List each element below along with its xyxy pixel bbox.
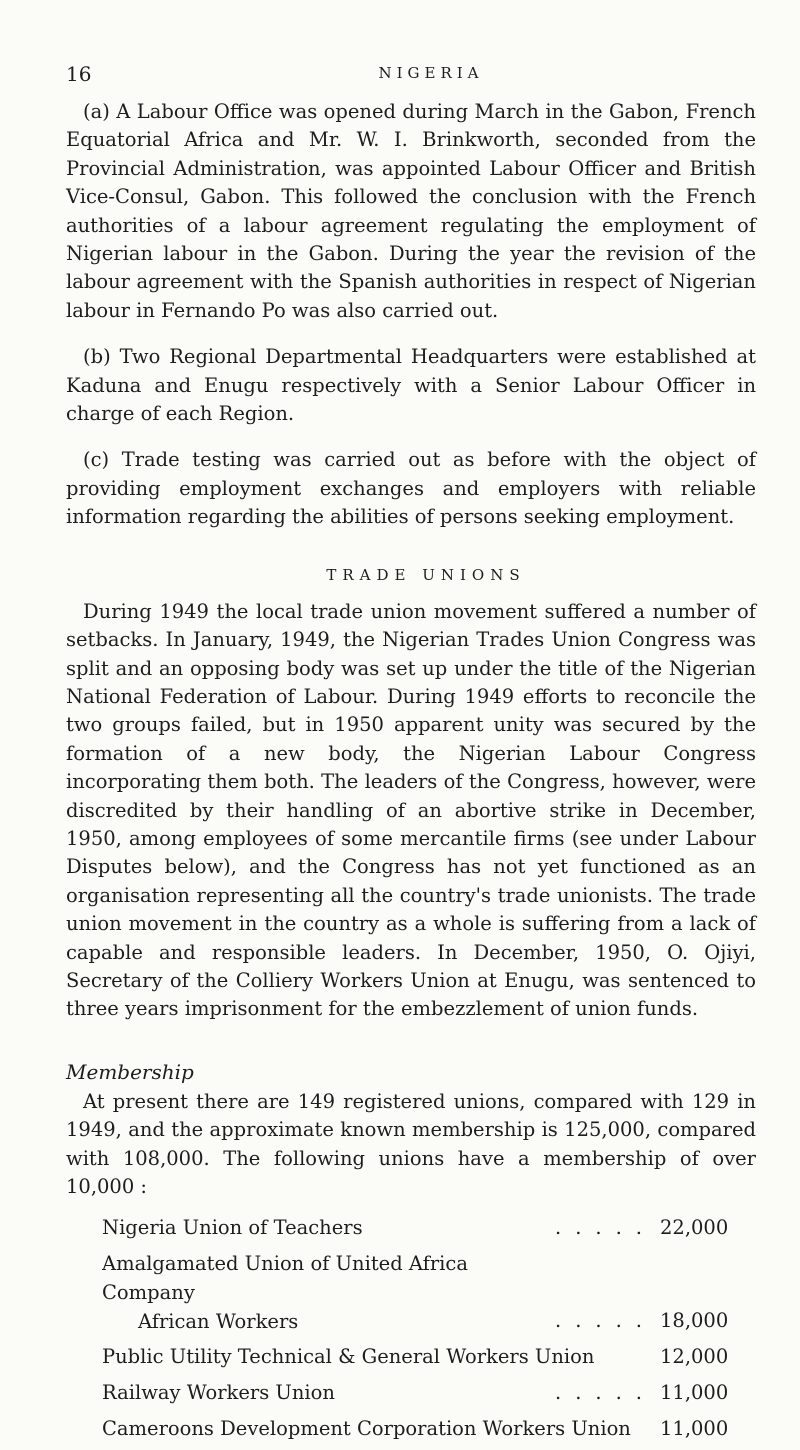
page-body	[66, 98, 756, 1450]
paragraph-c: (c) Trade testing was carried out as before with the object of providing employment exchanges and employers with reliable information regarding the abilities of persons seeking employment.	[66, 448, 756, 529]
union-name-line1: Amalgamated Union of United Africa Company	[102, 1252, 468, 1305]
union-count: 11,000	[660, 1381, 729, 1405]
union-name: Cameroons Development Corporation Workers Union	[102, 1417, 631, 1441]
paragraph-membership: At present there are 149 registered unions, compared with 129 in 1949, and the approximate known membership is 125,000, compared with 108,000. The following unions have a membership of over 10,000 :	[66, 1089, 756, 1198]
sub-heading-membership: Membership	[66, 1059, 194, 1084]
list-item	[102, 1342, 756, 1372]
union-membership-list	[66, 1213, 756, 1444]
list-item	[102, 1213, 756, 1243]
union-name: Nigeria Union of Teachers	[102, 1216, 363, 1240]
union-name-line2: African Workers	[138, 1310, 299, 1334]
leader-dots: .....	[555, 1216, 656, 1240]
section-heading-trade-unions: TRADE UNIONS	[326, 565, 526, 584]
list-item	[102, 1378, 756, 1408]
union-name: Public Utility Technical & General Workers Union	[102, 1345, 595, 1369]
union-count: 22,000	[660, 1216, 729, 1240]
leader-dots: .....	[555, 1309, 656, 1333]
list-item	[102, 1249, 756, 1336]
union-name	[102, 1249, 547, 1336]
list-item	[102, 1414, 756, 1444]
union-count: 18,000	[660, 1309, 729, 1333]
page-number: 16	[66, 62, 92, 86]
paragraph-trade-unions: During 1949 the local trade union movement suffered a number of setbacks. In January, 1949, the Nigerian Trades Union Congress was split and an opposing body was set up under the title of the Nigerian National Federation of Labour. During 1949 efforts to reconcile the two groups failed, but in 1950 apparent unity was secured by the formation of a new body, the Nigerian Labour Congress incorporating them both. The leaders of the Congress, however, were discredited by their handling of an abortive strike in December, 1950, among employees of some mercantile firms (see under Labour Disputes below), and the Congress has not yet functioned as an organisation representing all the country's trade unionists. The trade union movement in the country as a whole is suffering from a lack of capable and responsible leaders. In December, 1950, O. Ojiyi, Secretary of the Colliery Workers Union at Enugu, was sentenced to three years imprisonment for the embezzlement of union funds.	[66, 599, 756, 1021]
union-count: 11,000	[660, 1417, 729, 1441]
paragraph-b: (b) Two Regional Departmental Headquarters were established at Kaduna and Enugu respectively with a Senior Labour Officer in charge of each Region.	[66, 345, 756, 426]
page-header	[66, 62, 756, 92]
running-head: NIGERIA	[378, 64, 484, 82]
leader-dots: .....	[555, 1381, 656, 1405]
paragraph-a: (a) A Labour Office was opened during March in the Gabon, French Equatorial Africa and Mr. W. I. Brinkworth, seconded from the Provincial Administration, was appointed Labour Officer and British Vice-Consul, Gabon. This followed the conclusion with the French authorities of a labour agreement regulating the employment of Nigerian labour in the Gabon. During the year the revision of the labour agreement with the Spanish authorities in respect of Nigerian labour in Fernando Po was also carried out.	[66, 100, 756, 322]
union-name: Railway Workers Union	[102, 1381, 335, 1405]
union-count: 12,000	[660, 1345, 729, 1369]
